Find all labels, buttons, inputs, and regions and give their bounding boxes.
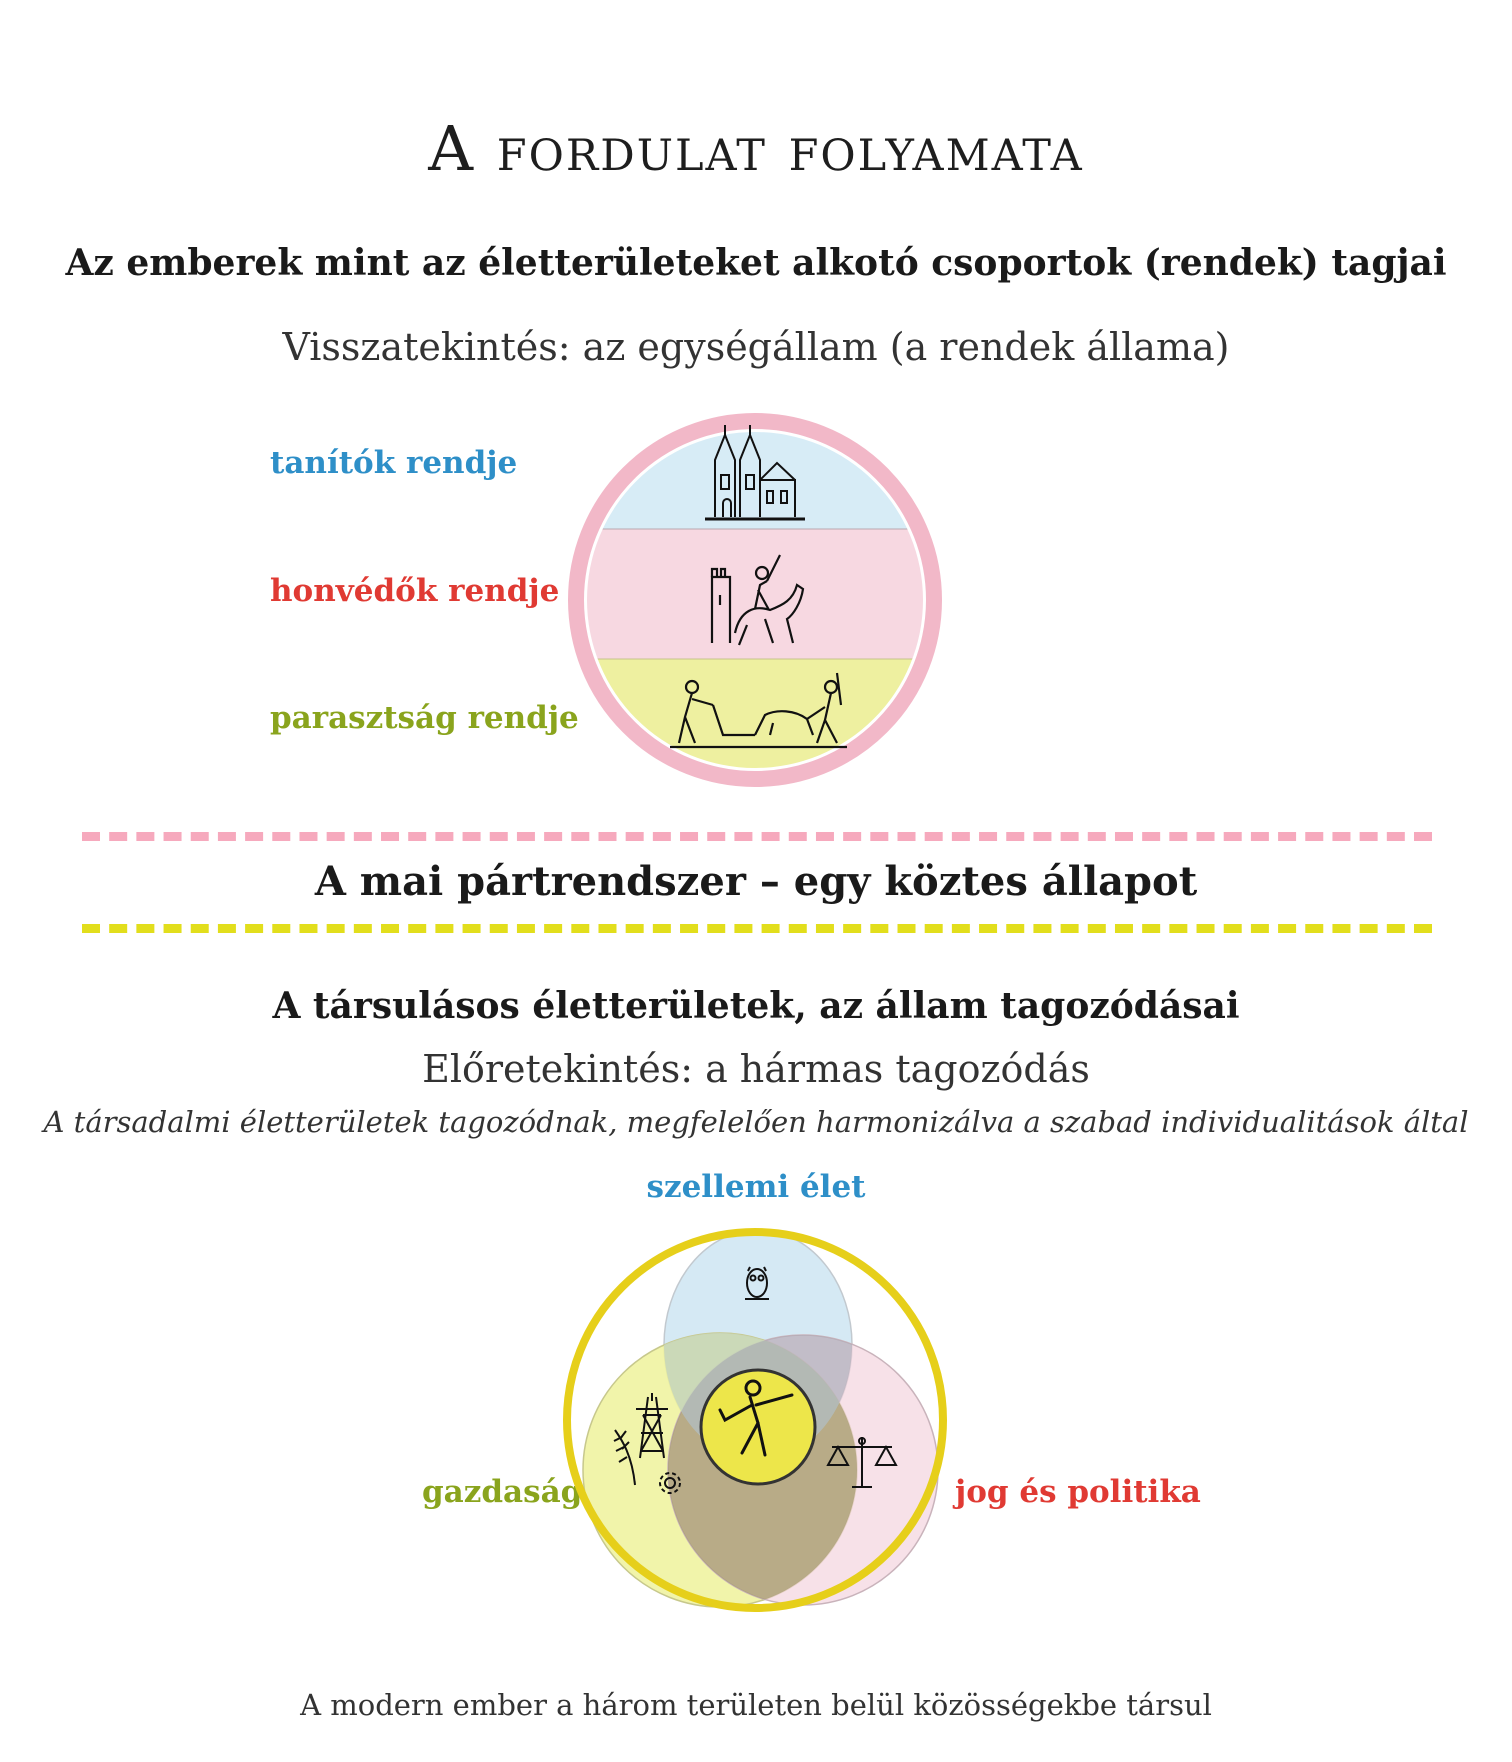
estate-label-defenders: honvédők rendje bbox=[270, 573, 560, 609]
sphere-label-law-politics: jog és politika bbox=[955, 1474, 1201, 1510]
sphere-label-economy: gazdaság bbox=[422, 1474, 583, 1510]
pink-dashed-divider bbox=[82, 832, 1432, 841]
threefold-diagram bbox=[560, 1215, 950, 1625]
footer-caption: A modern ember a három területen belül közösségekbe társul bbox=[300, 1688, 1212, 1722]
section2-note: A társadalmi életterületek tagozódnak, megfelelően harmonizálva a szabad individualitások által bbox=[43, 1105, 1469, 1139]
section1-subheading: Visszatekintés: az egységállam (a rendek állama) bbox=[282, 325, 1230, 369]
section1-heading: Az emberek mint az életterületeket alkotó csoportok (rendek) tagjai bbox=[65, 242, 1447, 284]
page-title: A fordulat folyamata bbox=[428, 112, 1084, 185]
sphere-label-spiritual-life: szellemi élet bbox=[646, 1169, 866, 1205]
yellow-dashed-divider bbox=[82, 924, 1432, 933]
estate-label-peasantry: parasztság rendje bbox=[270, 700, 579, 736]
estate-label-teachers: tanítók rendje bbox=[270, 445, 518, 481]
defenders-band bbox=[555, 529, 955, 659]
section2-subheading: Előretekintés: a hármas tagozódás bbox=[422, 1047, 1090, 1091]
middle-heading: A mai pártrendszer – egy köztes állapot bbox=[314, 858, 1198, 905]
estates-diagram bbox=[555, 405, 955, 795]
section2-heading: A társulásos életterületek, az állam tagozódásai bbox=[272, 985, 1240, 1027]
